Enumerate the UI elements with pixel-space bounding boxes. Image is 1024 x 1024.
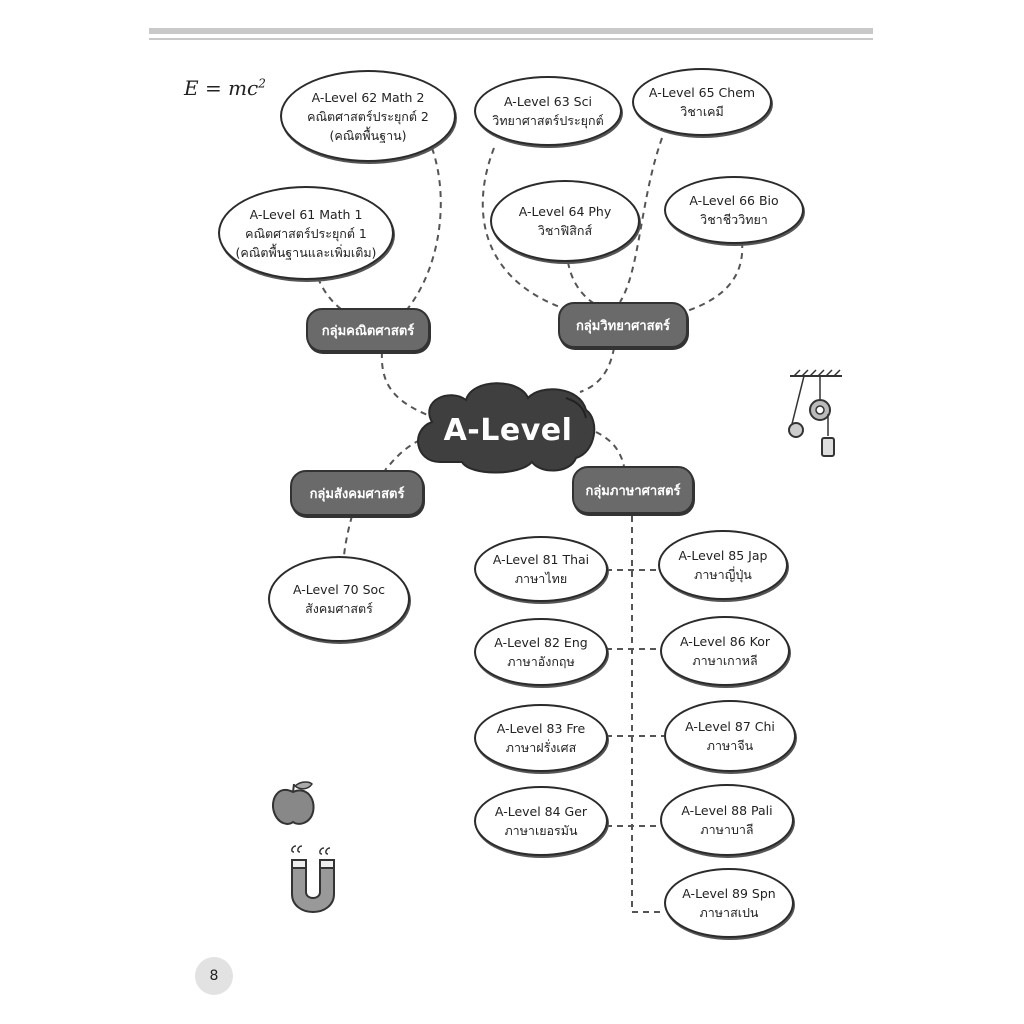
pulley-icon xyxy=(784,366,848,462)
subject-eng: A-Level 82 Eng ภาษาอังกฤษ xyxy=(474,618,608,686)
apple-icon xyxy=(268,778,318,830)
subject-chem: A-Level 65 Chem วิชาเคมี xyxy=(632,68,772,136)
page-number: 8 xyxy=(195,957,233,995)
subject-math1: A-Level 61 Math 1 คณิตศาสตร์ประยุกต์ 1 (คณิตพื้นฐานและเพิ่มเติม) xyxy=(218,186,394,280)
subject-pali: A-Level 88 Pali ภาษาบาลี xyxy=(660,784,794,856)
subject-fre: A-Level 83 Fre ภาษาฝรั่งเศส xyxy=(474,704,608,772)
magnet-icon xyxy=(286,842,342,918)
group-math: กลุ่มคณิตศาสตร์ xyxy=(306,308,430,352)
subject-kor: A-Level 86 Kor ภาษาเกาหลี xyxy=(660,616,790,686)
subject-sci: A-Level 63 Sci วิทยาศาสตร์ประยุกต์ xyxy=(474,76,622,146)
subject-jap: A-Level 85 Jap ภาษาญี่ปุ่น xyxy=(658,530,788,600)
formula-emc2: $E = mc^2$ xyxy=(184,76,266,100)
group-language: กลุ่มภาษาศาสตร์ xyxy=(572,466,694,514)
subject-bio: A-Level 66 Bio วิชาชีววิทยา xyxy=(664,176,804,244)
group-social: กลุ่มสังคมศาสตร์ xyxy=(290,470,424,516)
center-node-label: A-Level xyxy=(443,412,573,448)
subject-ger: A-Level 84 Ger ภาษาเยอรมัน xyxy=(474,786,608,856)
subject-spn: A-Level 89 Spn ภาษาสเปน xyxy=(664,868,794,938)
subject-math2: A-Level 62 Math 2 คณิตศาสตร์ประยุกต์ 2 (คณิตพื้นฐาน) xyxy=(280,70,456,162)
subject-chi: A-Level 87 Chi ภาษาจีน xyxy=(664,700,796,772)
group-science: กลุ่มวิทยาศาสตร์ xyxy=(558,302,688,348)
subject-thai: A-Level 81 Thai ภาษาไทย xyxy=(474,536,608,602)
subject-soc: A-Level 70 Soc สังคมศาสตร์ xyxy=(268,556,410,642)
subject-phy: A-Level 64 Phy วิชาฟิสิกส์ xyxy=(490,180,640,262)
